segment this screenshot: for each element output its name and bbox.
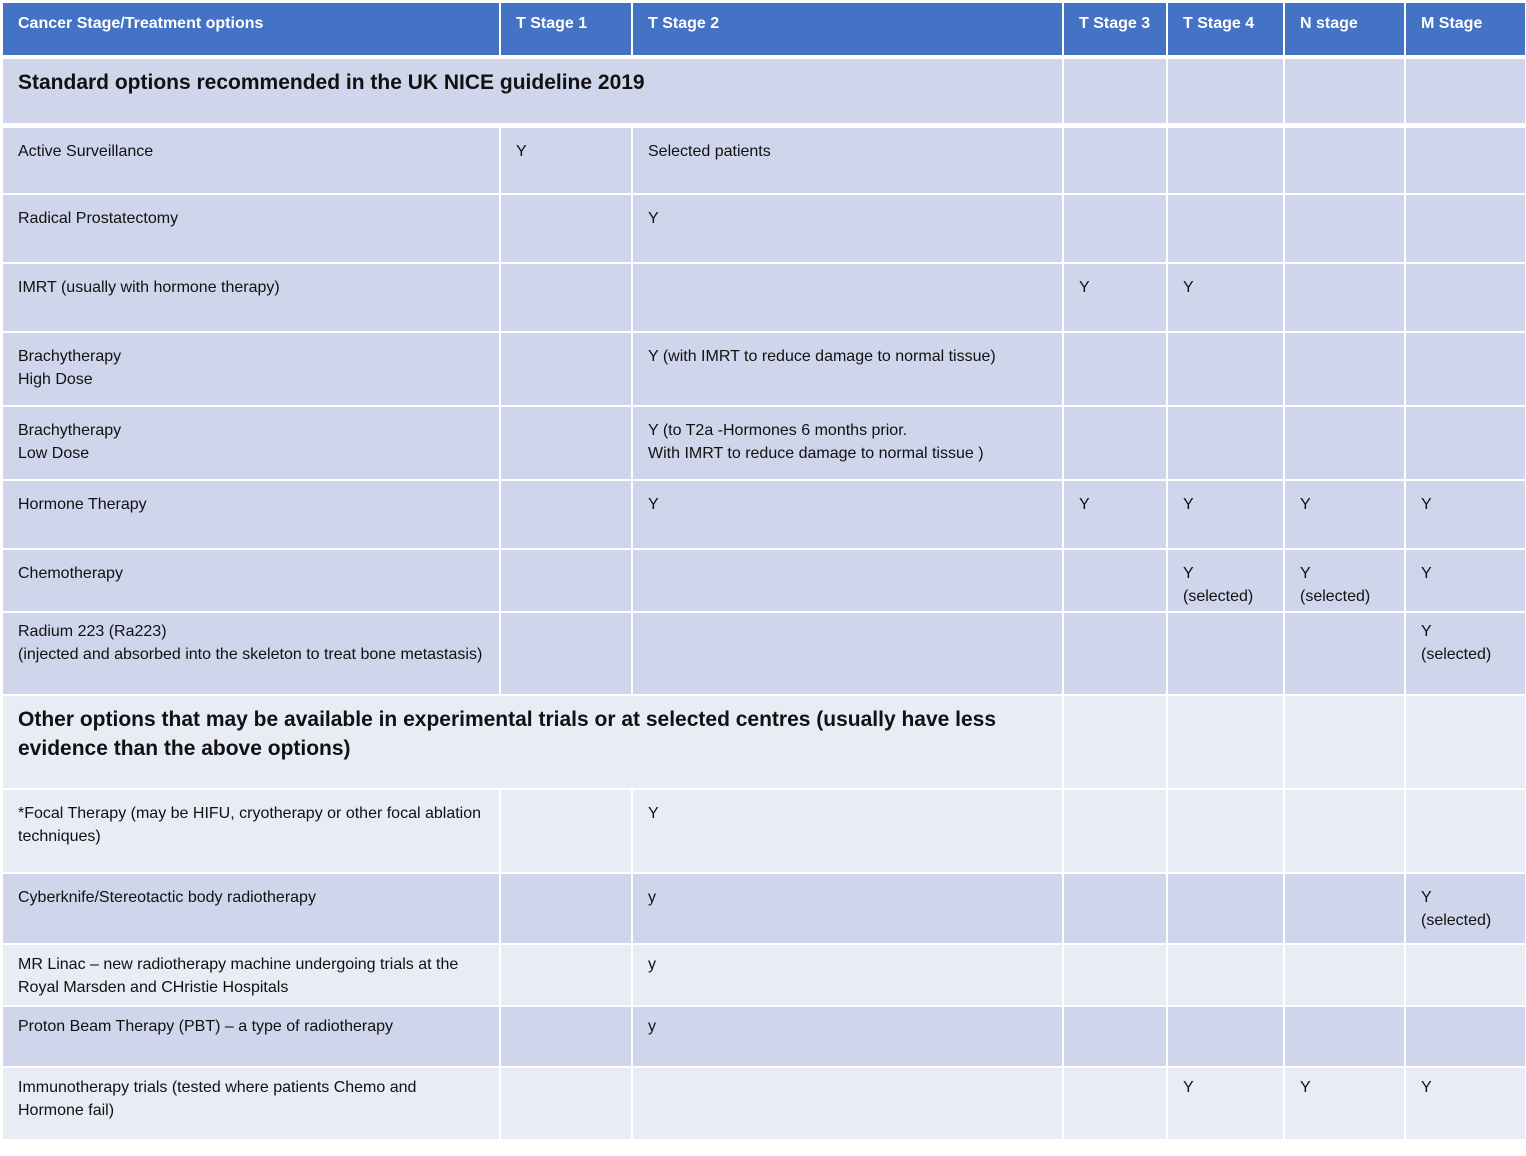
- table-cell: [1167, 406, 1284, 480]
- table-cell: [1167, 125, 1284, 194]
- table-cell: [500, 612, 632, 695]
- table-cell: Cyberknife/Stereotactic body radiotherapy: [2, 873, 500, 944]
- table-cell: [1063, 194, 1167, 263]
- table-cell: [500, 549, 632, 612]
- table-cell: [1063, 1006, 1167, 1067]
- treatment-options-table: [1, 1, 1526, 1141]
- table-cell: [1167, 789, 1284, 873]
- table-cell: Proton Beam Therapy (PBT) – a type of radiotherapy: [2, 1006, 500, 1067]
- table-cell: y: [632, 873, 1063, 944]
- table-cell: [500, 332, 632, 406]
- table-row: [2, 612, 1526, 695]
- table-cell: [632, 263, 1063, 332]
- table-cell: Y: [1063, 263, 1167, 332]
- table-cell: Y: [632, 480, 1063, 549]
- table-cell: [1405, 194, 1526, 263]
- table-cell: [1167, 194, 1284, 263]
- table-cell: MR Linac – new radiotherapy machine undergoing trials at the Royal Marsden and CHristie Hospitals: [2, 944, 500, 1006]
- table-cell: [1284, 1006, 1405, 1067]
- table-cell: Y: [1063, 480, 1167, 549]
- table-cell: Selected patients: [632, 125, 1063, 194]
- table-cell: Y: [632, 789, 1063, 873]
- table-cell: Y: [1284, 480, 1405, 549]
- table-cell: [1284, 873, 1405, 944]
- table-cell: [1405, 125, 1526, 194]
- table-row: [2, 406, 1526, 480]
- header-cell: N stage: [1284, 2, 1405, 57]
- section-title: Other options that may be available in experimental trials or at selected centres (usually have less evidence than the above options): [2, 695, 1063, 789]
- table-cell: Radical Prostatectomy: [2, 194, 500, 263]
- table-cell: [500, 263, 632, 332]
- table-cell: [1167, 944, 1284, 1006]
- table-cell: Y (selected): [1405, 873, 1526, 944]
- table-cell: Y: [1167, 1067, 1284, 1140]
- table-cell: y: [632, 1006, 1063, 1067]
- table-cell: [1063, 873, 1167, 944]
- header-cell: T Stage 4: [1167, 2, 1284, 57]
- table-cell: Chemotherapy: [2, 549, 500, 612]
- table-cell: [500, 406, 632, 480]
- table-cell: [1167, 1006, 1284, 1067]
- header-cell: Cancer Stage/Treatment options: [2, 2, 500, 57]
- table-cell: [1167, 873, 1284, 944]
- table-cell: [1063, 1067, 1167, 1140]
- table-cell: Y: [632, 194, 1063, 263]
- table-cell: [500, 789, 632, 873]
- table-row: [2, 1006, 1526, 1067]
- table-cell: Y (selected): [1405, 612, 1526, 695]
- table-cell: [632, 549, 1063, 612]
- table-cell: [1284, 263, 1405, 332]
- table-cell: Y (selected): [1284, 549, 1405, 612]
- table-cell: [500, 1006, 632, 1067]
- table-cell: [1284, 789, 1405, 873]
- table-cell: [1405, 263, 1526, 332]
- table-cell: [1405, 406, 1526, 480]
- table-cell: [1284, 944, 1405, 1006]
- table-row: [2, 873, 1526, 944]
- table-row: [2, 549, 1526, 612]
- table-cell: Brachytherapy High Dose: [2, 332, 500, 406]
- table-cell: y: [632, 944, 1063, 1006]
- table-cell: Y (with IMRT to reduce damage to normal tissue): [632, 332, 1063, 406]
- table-cell: [1284, 406, 1405, 480]
- table-row: [2, 125, 1526, 194]
- table-cell: [1284, 612, 1405, 695]
- section-title: Standard options recommended in the UK NICE guideline 2019: [2, 57, 1063, 125]
- table-cell: [500, 873, 632, 944]
- section-heading-row: [2, 695, 1526, 789]
- table-cell: [1284, 332, 1405, 406]
- table-cell: [1063, 944, 1167, 1006]
- table-cell: Active Surveillance: [2, 125, 500, 194]
- table-row: [2, 789, 1526, 873]
- table-cell: [1063, 549, 1167, 612]
- table-cell: Radium 223 (Ra223) (injected and absorbed into the skeleton to treat bone metastasis): [2, 612, 500, 695]
- header-cell: T Stage 2: [632, 2, 1063, 57]
- header-cell: M Stage: [1405, 2, 1526, 57]
- table-row: [2, 194, 1526, 263]
- table-cell: [1167, 612, 1284, 695]
- table-cell: Y (selected): [1167, 549, 1284, 612]
- table-cell: Y: [1405, 549, 1526, 612]
- table-cell: Hormone Therapy: [2, 480, 500, 549]
- table-cell: Y: [1405, 1067, 1526, 1140]
- header-row: [2, 2, 1526, 57]
- table-cell: [1284, 194, 1405, 263]
- section-heading-row: [2, 57, 1526, 125]
- table-cell: [1405, 944, 1526, 1006]
- table-cell: [500, 944, 632, 1006]
- table-cell: Y: [1405, 480, 1526, 549]
- table-cell: *Focal Therapy (may be HIFU, cryotherapy or other focal ablation techniques): [2, 789, 500, 873]
- table-cell: Immunotherapy trials (tested where patients Chemo and Hormone fail): [2, 1067, 500, 1140]
- table-cell: [632, 1067, 1063, 1140]
- table-cell: IMRT (usually with hormone therapy): [2, 263, 500, 332]
- table-row: [2, 332, 1526, 406]
- table-cell: Y: [1167, 263, 1284, 332]
- table-cell: [1063, 789, 1167, 873]
- table-cell: [1063, 612, 1167, 695]
- table-cell: [632, 612, 1063, 695]
- table-row: [2, 944, 1526, 1006]
- table-cell: [1063, 332, 1167, 406]
- table-cell: [500, 194, 632, 263]
- header-cell: T Stage 1: [500, 2, 632, 57]
- table-cell: Brachytherapy Low Dose: [2, 406, 500, 480]
- header-cell: T Stage 3: [1063, 2, 1167, 57]
- table-cell: Y: [500, 125, 632, 194]
- table-row: [2, 263, 1526, 332]
- table-cell: Y: [1167, 480, 1284, 549]
- table-cell: [500, 480, 632, 549]
- table-cell: Y: [1284, 1067, 1405, 1140]
- table-cell: Y (to T2a -Hormones 6 months prior. With IMRT to reduce damage to normal tissue ): [632, 406, 1063, 480]
- table-cell: [1405, 1006, 1526, 1067]
- table-cell: [1405, 789, 1526, 873]
- table-cell: [1167, 332, 1284, 406]
- table-cell: [1063, 406, 1167, 480]
- table-cell: [500, 1067, 632, 1140]
- table-row: [2, 480, 1526, 549]
- table-row: [2, 1067, 1526, 1140]
- table-cell: [1405, 332, 1526, 406]
- table-cell: [1063, 125, 1167, 194]
- table-cell: [1284, 125, 1405, 194]
